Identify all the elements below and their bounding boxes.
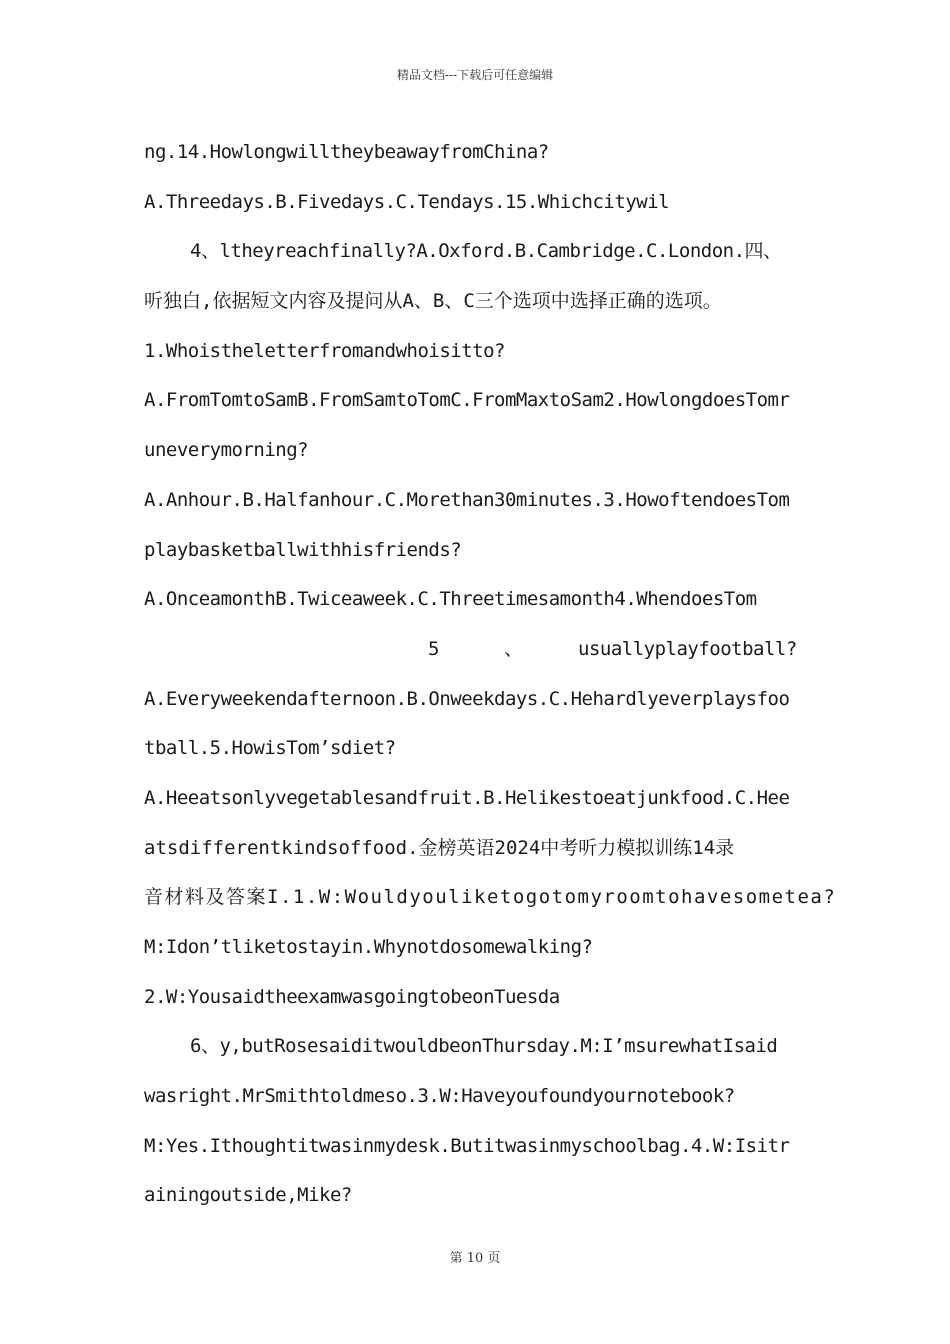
text-line: 1.Whoistheletterfromandwhoisitto? xyxy=(144,339,505,362)
text-line: A.FromTomtoSamB.FromSamtoTomC.FromMaxtoSam2.HowlongdoesTomr xyxy=(144,389,790,412)
text-line: ainingoutside,Mike? xyxy=(144,1184,352,1207)
document-body xyxy=(144,132,837,1225)
text-line: 4、ltheyreachfinally?A.Oxford.B.Cambridge.C.London.四、 xyxy=(190,240,782,263)
text-line: A.Heeatsonlyvegetablesandfruit.B.Helikestoeatjunkfood.C.Hee xyxy=(144,786,790,809)
page-footer: 第 10 页 xyxy=(449,1251,501,1266)
text-line: 2.W:YousaidtheexamwasgoingtobeonTuesda xyxy=(144,985,560,1008)
line-text: usuallyplayfootball? xyxy=(578,637,797,660)
text-line: tball.5.HowisTom’sdiet? xyxy=(144,737,396,760)
text-line: A.Everyweekendafternoon.B.Onweekdays.C.Hehardlyeverplaysfoo xyxy=(144,687,790,710)
page-header: 精品文档---下载后可任意编辑 xyxy=(396,68,554,82)
text-line: wasright.MrSmithtoldmeso.3.W:Haveyoufoundyournotebook? xyxy=(144,1085,735,1108)
paragraph-number: 5 xyxy=(428,637,439,660)
text-line: M:Yes.Ithoughtitwasinmydesk.Butitwasinmyschoolbag.4.W:Isitr xyxy=(144,1134,790,1157)
text-line: M:Idon’tliketostayin.Whynotdosomewalking? xyxy=(144,936,593,958)
separator: 、 xyxy=(504,637,523,660)
text-line: A.OnceamonthB.Twiceaweek.C.Threetimesamonth4.WhendoesTom xyxy=(144,588,757,611)
text-line: ng.14.HowlongwilltheybeawayfromChina? xyxy=(144,141,549,163)
justified-line xyxy=(144,629,816,679)
text-line: atsdifferentkindsoffood.金榜英语2024中考听力模拟训练14录 xyxy=(144,836,735,859)
text-line: playbasketballwithhisfriends? xyxy=(144,538,462,561)
text-line: A.Anhour.B.Halfanhour.C.Morethan30minutes.3.HowoftendoesTom xyxy=(144,488,790,511)
text-line: 音材料及答案I.1.W:Wouldyouliketogotomyroomtohavesometea? xyxy=(144,886,837,909)
text-line: 听独白,依据短文内容及提问从A、B、C三个选项中选择正确的选项。 xyxy=(144,290,722,313)
text-line: A.Threedays.B.Fivedays.C.Tendays.15.Whichcitywil xyxy=(144,190,670,213)
text-line: 6、y,butRosesaiditwouldbeonThursday.M:I’msurewhatIsaid xyxy=(190,1035,778,1058)
text-line: uneverymorning? xyxy=(144,439,309,462)
